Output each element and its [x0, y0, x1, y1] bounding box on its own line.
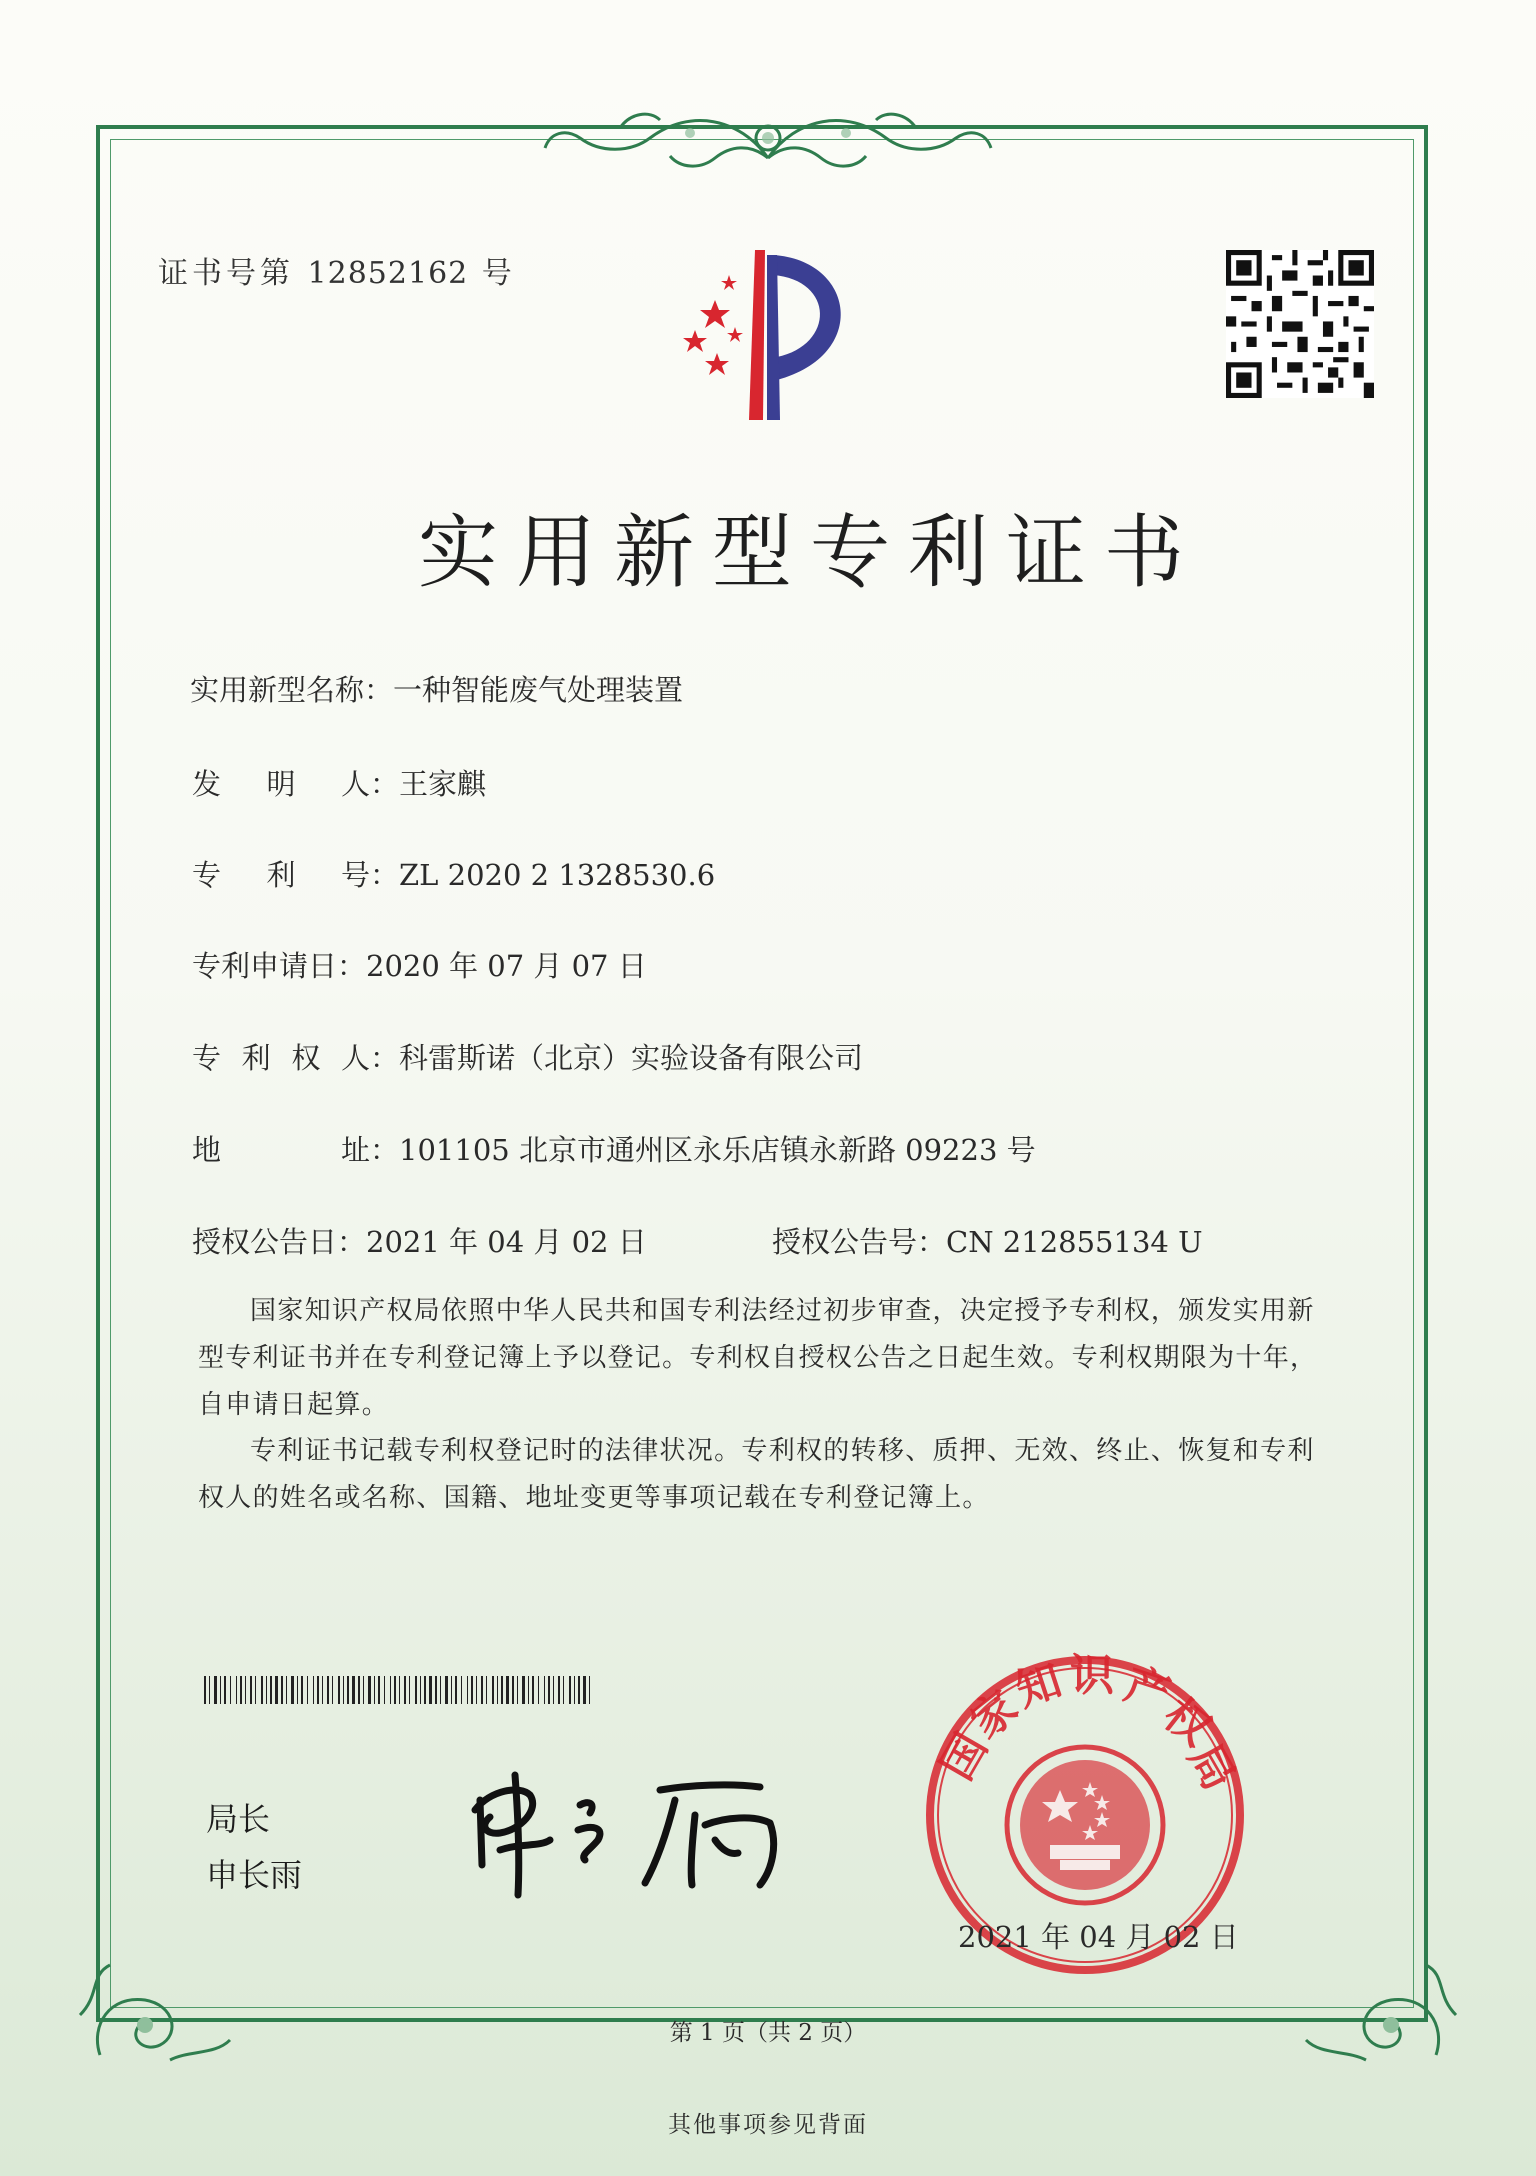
utility-model-name-value: 一种智能废气处理装置: [393, 673, 684, 707]
director-name: 申长雨: [206, 1856, 303, 1894]
inventor-value: 王家麒: [399, 767, 487, 801]
top-ornament: [540, 98, 996, 188]
seal-date: 2021 年 04 月 02 日: [958, 1920, 1239, 1954]
certificate-title: 实用新型专利证书: [418, 506, 1202, 599]
utility-model-name-row: [190, 668, 683, 709]
barcode-icon: [204, 1676, 590, 1704]
svg-text:局: 局: [1178, 1735, 1245, 1799]
body-paragraph-1: 国家知识产权局依照中华人民共和国专利法经过初步审查，决定授予专利权，颁发实用新型专利证书并在专利登记簿上予以登记。专利权自授权公告之日起生效。专利权期限为十年，自申请日起算。: [198, 1296, 1318, 1420]
patentee-value: 科雷斯诺（北京）实验设备有限公司: [399, 1041, 864, 1075]
certificate-number-value: 12852162: [307, 256, 469, 291]
certificate-number: [158, 248, 516, 292]
svg-text:识: 识: [1070, 1650, 1114, 1701]
svg-text:知: 知: [1010, 1655, 1068, 1718]
grant-date-value: 2021 年 04 月 02 日: [366, 1225, 647, 1259]
director-title: 局长: [206, 1800, 271, 1838]
patent-number-row: 专 利 号 ：ZL 2020 2 1328530.6: [192, 853, 715, 894]
address-row: 地 址 ：101105 北京市通州区永乐店镇永新路 09223 号: [192, 1128, 1036, 1169]
svg-text:家: 家: [961, 1681, 1028, 1749]
inventor-label: 发 明 人: [192, 767, 370, 801]
grant-number-row: [772, 1220, 1203, 1261]
page-number: 第 1 页（共 2 页）: [669, 2020, 867, 2046]
certificate-number-suffix: 号: [481, 256, 516, 291]
patent-number-label: 专 利 号: [192, 858, 370, 892]
inventor-row: 发 明 人 ：王家麒: [192, 762, 486, 803]
patentee-label: 专 利 权 人: [192, 1041, 370, 1075]
certificate-number-label: 证书号第: [158, 256, 294, 291]
svg-text:产: 产: [1118, 1658, 1177, 1721]
grant-number-value: CN 212855134 U: [946, 1225, 1203, 1259]
address-value: 101105 北京市通州区永乐店镇永新路 09223 号: [399, 1133, 1036, 1167]
patentee-row: 专 利 权 人 ：科雷斯诺（北京）实验设备有限公司: [192, 1036, 863, 1077]
filing-date-row: [192, 944, 647, 985]
director-signature-icon: [460, 1755, 800, 1905]
patent-number-value: ZL 2020 2 1328530.6: [399, 858, 716, 892]
utility-model-name-label: 实用新型名称：: [190, 673, 394, 707]
address-label: 地 址: [192, 1133, 370, 1167]
svg-text:权: 权: [1154, 1688, 1221, 1756]
grant-date-label: 授权公告日：: [192, 1225, 367, 1259]
grant-date-row: [192, 1220, 647, 1261]
svg-text:国: 国: [931, 1724, 998, 1789]
cnipa-emblem-icon: [655, 245, 885, 425]
filing-date-value: 2020 年 07 月 07 日: [366, 949, 647, 983]
qr-code-icon: [1226, 250, 1374, 398]
body-paragraph-2: 专利证书记载专利权登记时的法律状况。专利权的转移、质押、无效、终止、恢复和专利权人的姓名或名称、国籍、地址变更等事项记载在专利登记簿上。: [198, 1436, 1315, 1513]
footer-note: 其他事项参见背面: [668, 2112, 868, 2138]
filing-date-label: 专利申请日：: [192, 949, 367, 983]
grant-number-label: 授权公告号：: [772, 1225, 947, 1259]
